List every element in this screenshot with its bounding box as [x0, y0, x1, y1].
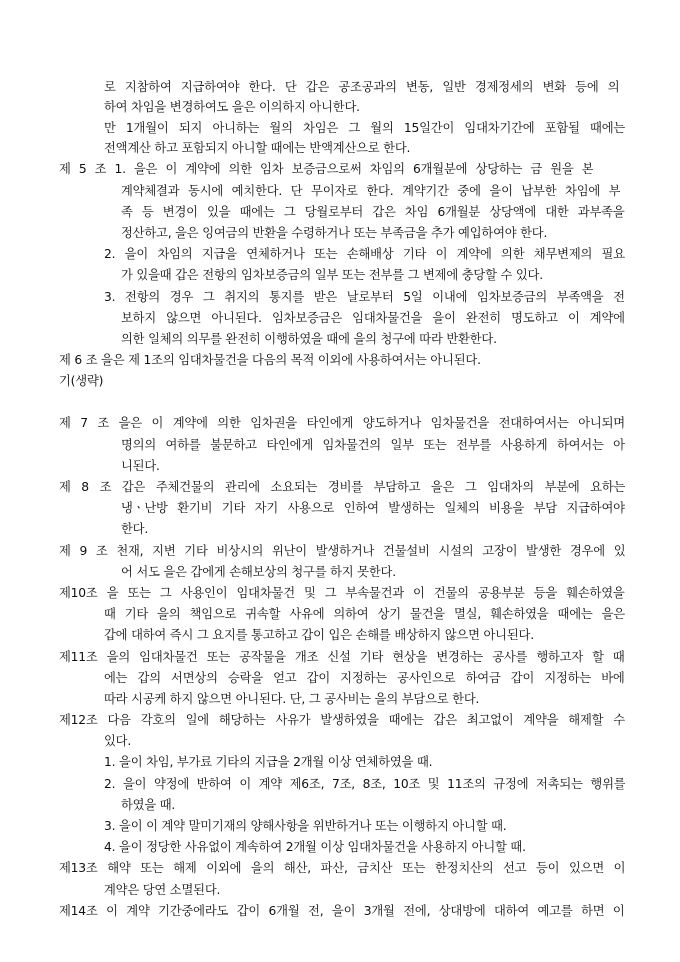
article-12-heading: 제12조 다음 각호의 일에 해당하는 사유가 발생하였을 때에는 갑은 최고없이 계약을 해제할 수: [59, 713, 625, 727]
paragraph-line: 계약은 당연 소멸된다.: [104, 883, 221, 897]
list-item: 3. 을이 이 계약 말미기재의 양해사항을 위반하거나 또는 이행하지 아니할 때.: [104, 819, 507, 833]
list-item: 4. 을이 정당한 사유없이 계속하여 2개월 이상 임대차물건을 사용하지 아니할 때.: [104, 840, 526, 854]
paragraph-line: 어 서도 을은 갑에게 손해보상의 청구를 하지 못한다.: [121, 565, 396, 579]
list-item: 2. 을이 차임의 지급을 연체하거나 또는 손해배상 기타 이 계약에 의한 채무변제의 필요: [104, 247, 625, 261]
article-14-heading: 제14조 이 계약 기간중에라도 갑이 6개월 전, 을이 3개월 전에, 상대방에 대하여 예고를 하면 이: [59, 904, 625, 918]
paragraph-line: 갑에 대하여 즉시 그 요지를 통고하고 갑이 입은 손해를 배상하지 않으면 아니된다.: [104, 628, 534, 642]
article-8-heading: 제 8 조 갑은 주체건물의 관리에 소요되는 경비를 부담하고 을은 그 임대차의 부분에 요하는: [59, 480, 626, 494]
article-7-heading: 제 7 조 을은 이 계약에 의한 임차권을 타인에게 양도하거나 임차물건을 전대하여서는 아니되며: [59, 416, 625, 430]
paragraph-line: 냉ㆍ난방 환기비 기타 자기 사용으로 인하여 발생하는 일체의 비용을 부담 지급하여야: [121, 501, 625, 515]
article-13-heading: 제13조 해약 또는 해제 이외에 을의 해산, 파산, 금치산 또는 한정치산의 선고 등이 있으면 이: [59, 861, 626, 875]
paragraph-line: 하였을 때.: [121, 798, 176, 812]
article-10-heading: 제10조 을 또는 그 사용인이 임대차물건 및 그 부속물건과 이 건물의 공용부분 등을 훼손하였을: [59, 586, 625, 600]
paragraph-line: 때 기타 을의 책임으로 귀속할 사유에 의하여 상기 물건을 멸실, 훼손하였을 때에는 을은: [104, 607, 625, 621]
paragraph-line: 하여 차임을 변경하여도 을은 이의하지 아니한다.: [104, 100, 360, 114]
paragraph-line: 한다.: [121, 522, 149, 536]
paragraph-line: 니된다.: [121, 459, 160, 473]
paragraph-line: 명의의 여하를 불문하고 타인에게 임차물건의 일부 또는 전부를 사용하게 하여서는 아: [121, 438, 625, 452]
paragraph-line: 가 있을때 갑은 전항의 임차보증금의 일부 또는 전부를 그 변제에 충당할 수 있다.: [121, 268, 543, 282]
paragraph-line: 에는 갑의 서면상의 승락을 얻고 갑이 지정하는 공사인으로 하여금 갑이 지정하는 바에: [104, 671, 625, 685]
paragraph-line: 로 지참하여 지급하여야 한다. 단 갑은 공조공과의 변동, 일반 경제정세의 변화 등에 의: [104, 80, 620, 94]
paragraph-line: 족 등 변경이 있을 때에는 그 당월로부터 갑은 차임 6개월분 상당액에 대한 과부족을: [121, 205, 625, 219]
omitted-note: 기(생략): [59, 374, 104, 388]
paragraph-line: 있다.: [104, 734, 132, 748]
paragraph-line: 보하지 않으면 아니된다. 임차보증금은 임대차물건을 을이 완전히 명도하고 이 계약에: [121, 311, 625, 325]
article-11-heading: 제11조 을의 임대차물건 또는 공작물을 개조 신설 기타 현상을 변경하는 공사를 행하고자 할 때: [59, 650, 625, 664]
article-9-heading: 제 9 조 천재, 지변 기타 비상시의 위난이 발생하거나 건물설비 시설의 고장이 발생한 경우에 있: [59, 544, 626, 558]
paragraph-line: 계약체결과 동시에 예치한다. 단 무이자로 한다. 계약기간 중에 을이 납부한 차임에 부: [121, 184, 621, 198]
list-item: 3. 전항의 경우 그 취지의 통지를 받은 날로부터 5일 이내에 임차보증금의 부족액을 전: [104, 290, 625, 304]
paragraph-line: 의한 일체의 의무를 완전히 이행하였을 때에 을의 청구에 따라 반환한다.: [121, 332, 497, 346]
list-item: 2. 을이 약정에 반하여 이 계약 제6조, 7조, 8조, 10조 및 11조의 규정에 저촉되는 행위를: [104, 777, 626, 791]
paragraph-line: 따라 시공케 하지 않으면 아니된다. 단, 그 공사비는 을의 부담으로 한다.: [104, 692, 480, 706]
article-6-heading: 제 6 조 을은 제 1조의 임대차물건을 다음의 목적 이외에 사용하여서는 아니된다.: [59, 353, 481, 367]
paragraph-line: 정산하고, 을은 잉여금의 반환을 수령하거나 또는 부족금을 추가 예입하여야 한다.: [121, 226, 548, 240]
article-5-heading: 제 5 조 1. 을은 이 계약에 의한 임차 보증금으로써 차임의 6개월분에 상당하는 금 원을 본: [59, 162, 594, 176]
list-item: 1. 을이 차임, 부가료 기타의 지급을 2개월 이상 연체하였을 때.: [104, 755, 433, 769]
paragraph-line: 전액계산 하고 포함되지 아니할 때에는 반액계산으로 한다.: [104, 141, 411, 155]
paragraph-line: 만 1개월이 되지 아니하는 월의 차임은 그 월의 15일간이 임대차기간에 포함될 때에는: [104, 121, 626, 135]
